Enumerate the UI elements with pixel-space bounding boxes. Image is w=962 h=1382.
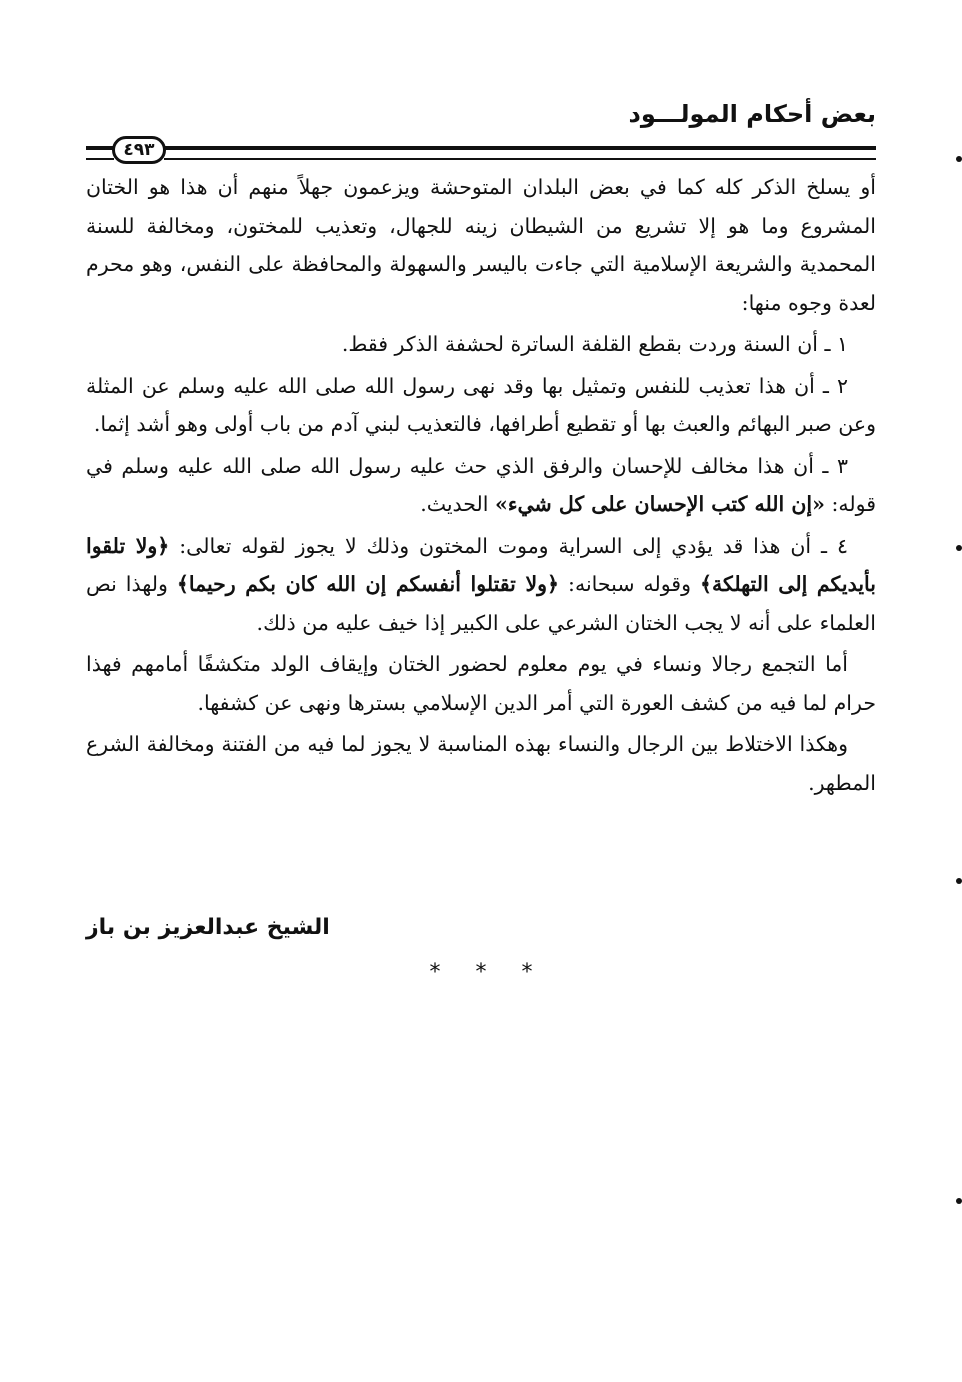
point-4-middle: وقوله سبحانه: [559, 572, 700, 596]
quran-verse-2: ﴿ولا تقتلوا أنفسكم إن الله كان بكم رحيما﴾ [176, 572, 560, 596]
point-1: ١ ـ أن السنة وردت بقطع القلفة الساترة لحشفة الذكر فقط. [341, 332, 848, 356]
author-signature: الشيخ عبدالعزيز بن باز [86, 915, 330, 940]
quran-verse-1: ﴿ولا تلقوا بأيديكم إلى التهلكة﴾ [86, 533, 877, 596]
point-4 [86, 527, 876, 643]
margin-dot [956, 545, 962, 551]
point-4-ending: ولهذا نص العلماء على أنه لا يجب الختان الشرعي على الكبير إذا خيف عليه من ذلك. [86, 572, 876, 635]
header-rule-right-segment [164, 146, 876, 160]
body-text [86, 168, 876, 805]
point-2: ٢ ـ أن هذا تعذيب للنفس وتمثيل بها وقد نهى رسول الله صلى الله عليه وسلم عن المثلة وعن صبر البهائم والعبث بها أو تقطيع أطرافها، فالتعذيب لبني آدم من باب أولى وهو أشد إثما. [86, 373, 876, 436]
point-3-ending: الحديث. [420, 492, 495, 516]
point-3 [86, 447, 876, 524]
intro-paragraph: أو يسلخ الذكر كله كما في بعض البلدان المتوحشة ويزعمون جهلاً منهم أن هذا هو الختان المشروع وما هو إلا تشريع من الشيطان زينه للجهال، وتعذيب للمختون، ومخالفة للسنة المحمدية والشريعة الإسلامية التي جاءت باليسر والسهولة والمحافظة على النفس، وهو محرم لعدة وجوه منها: [86, 175, 876, 315]
margin-dot [956, 156, 962, 162]
header-rule-left-segment [86, 146, 114, 160]
section-separator: * * * [429, 960, 533, 985]
hadith-quote: «إن الله كتب الإحسان على كل شيء» [495, 492, 825, 516]
header-rule [86, 136, 876, 166]
running-header-title: بعض أحكام المولـــود [628, 100, 876, 128]
margin-dot [956, 878, 962, 884]
point-3-text: ٣ ـ أن هذا مخالف للإحسان والرفق الذي حث عليه رسول الله صلى الله عليه وسلم في قوله: [86, 453, 876, 516]
gathering-paragraph: أما التجمع رجالا ونساء في يوم معلوم لحضور الختان وإيقاف الولد متكشفًا أمامهم فهذا حرام لما فيه من كشف العورة التي أمر الدين الإسلامي بسترها ونهى عن كشفها. [86, 652, 876, 715]
point-4-text: ٤ ـ أن هذا قد يؤدي إلى السراية وموت المختون وذلك لا يجوز لقوله تعالى: [169, 533, 848, 558]
margin-dot [956, 1198, 962, 1204]
page-number: ٤٩٣ [112, 136, 166, 164]
mixing-paragraph: وهكذا الاختلاط بين الرجال والنساء بهذه المناسبة لا يجوز لما فيه من الفتنة ومخالفة الشرع المطهر. [86, 732, 876, 795]
